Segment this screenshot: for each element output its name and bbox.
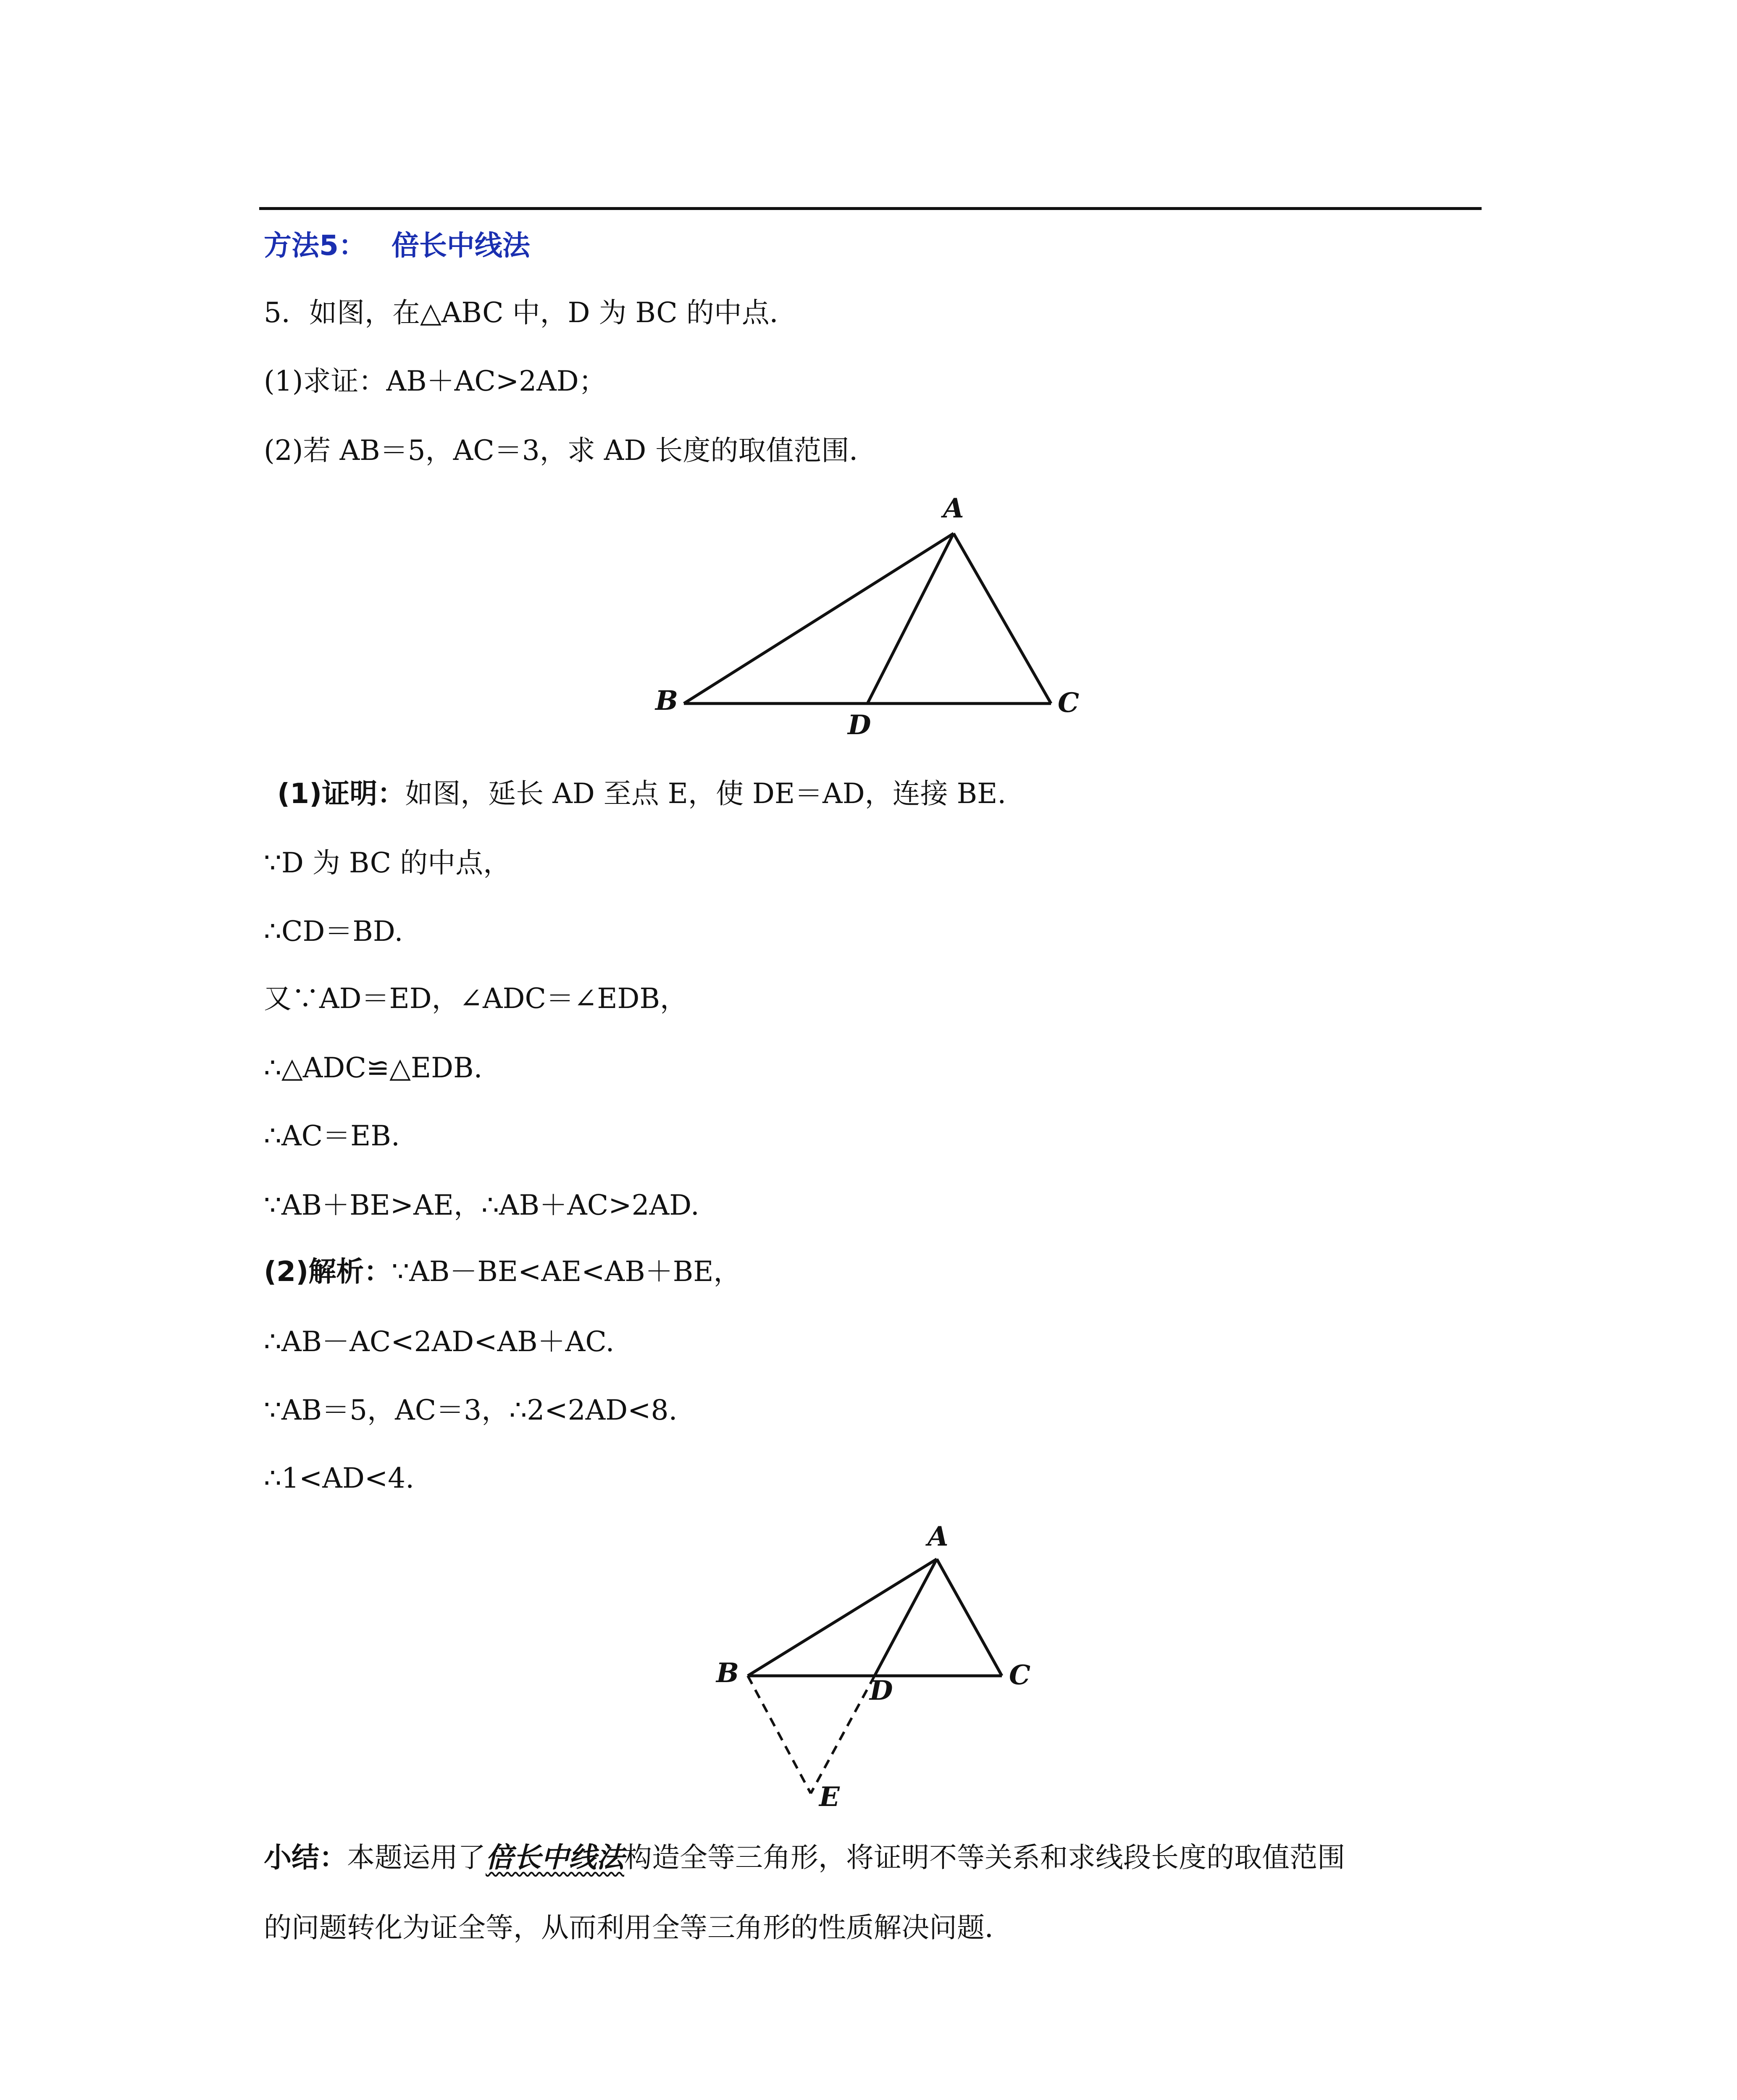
proof-step: ∵D 为 BC 的中点， xyxy=(264,847,511,879)
proof-step: ∴AC＝EB. xyxy=(264,1120,400,1152)
proof-step: ∴CD＝BD. xyxy=(264,915,403,948)
solution-part2-tag: (2)解析： xyxy=(264,1255,392,1288)
problem-part1: (1)求证：AB＋AC>2AD； xyxy=(264,365,607,397)
vertex-label-b: B xyxy=(655,685,678,717)
solution-part2-text: ∵AB－BE<AE<AB＋BE， xyxy=(392,1255,741,1288)
segment-be-dashed xyxy=(748,1676,811,1793)
proof-step: ∵AB＋BE>AE，∴AB＋AC>2AD. xyxy=(264,1189,699,1221)
problem-statement: 5．如图，在△ABC 中，D 为 BC 的中点． xyxy=(264,297,797,329)
vertex-label-a: A xyxy=(943,493,964,524)
proof-step: ∴△ADC≌△EDB. xyxy=(264,1052,483,1084)
problem-part2: (2)若 AB＝5，AC＝3，求 AD 长度的取值范围． xyxy=(264,434,877,467)
method-label: 方法5： xyxy=(264,229,366,262)
summary-tag: 小结： xyxy=(264,1841,347,1874)
method-heading xyxy=(264,229,530,262)
summary-before: 本题运用了 xyxy=(347,1841,486,1874)
summary-line2: 的问题转化为证全等，从而利用全等三角形的性质解决问题． xyxy=(264,1911,1012,1944)
vertex-label-b: B xyxy=(716,1657,739,1689)
vertex-label-c: C xyxy=(1058,687,1079,719)
vertex-label-e: E xyxy=(819,1781,840,1813)
figure-triangle-abc-extended xyxy=(697,1516,1059,1819)
solution-part1-text: 如图，延长 AD 至点 E，使 DE＝AD，连接 BE. xyxy=(405,777,1006,810)
segment-ab xyxy=(748,1559,937,1676)
summary-highlight: 倍长中线法 xyxy=(486,1841,624,1874)
proof-step: 又∵AD＝ED，∠ADC＝∠EDB， xyxy=(264,982,688,1015)
analysis-step: ∵AB＝5，AC＝3，∴2<2AD<8. xyxy=(264,1394,678,1426)
segment-ac xyxy=(937,1559,1002,1676)
analysis-step: ∴1<AD<4. xyxy=(264,1462,415,1494)
header-rule xyxy=(259,207,1482,210)
vertex-label-d: D xyxy=(848,709,871,741)
solution-part1-intro xyxy=(277,777,1006,810)
segment-ac xyxy=(954,533,1051,704)
vertex-label-c: C xyxy=(1009,1659,1030,1691)
figure-triangle-abc xyxy=(630,491,1101,752)
method-title: 倍长中线法 xyxy=(391,229,530,262)
summary-line1 xyxy=(264,1841,1345,1874)
vertex-label-a: A xyxy=(928,1521,949,1552)
analysis-step: ∴AB－AC<2AD<AB＋AC. xyxy=(264,1326,615,1358)
segment-ab xyxy=(684,533,954,704)
solution-part2-intro xyxy=(264,1255,741,1288)
vertex-label-d: D xyxy=(870,1675,893,1706)
solution-part1-tag: (1)证明： xyxy=(277,777,405,810)
segment-de-dashed xyxy=(811,1676,875,1793)
summary-after: 构造全等三角形，将证明不等关系和求线段长度的取值范围 xyxy=(624,1841,1345,1874)
